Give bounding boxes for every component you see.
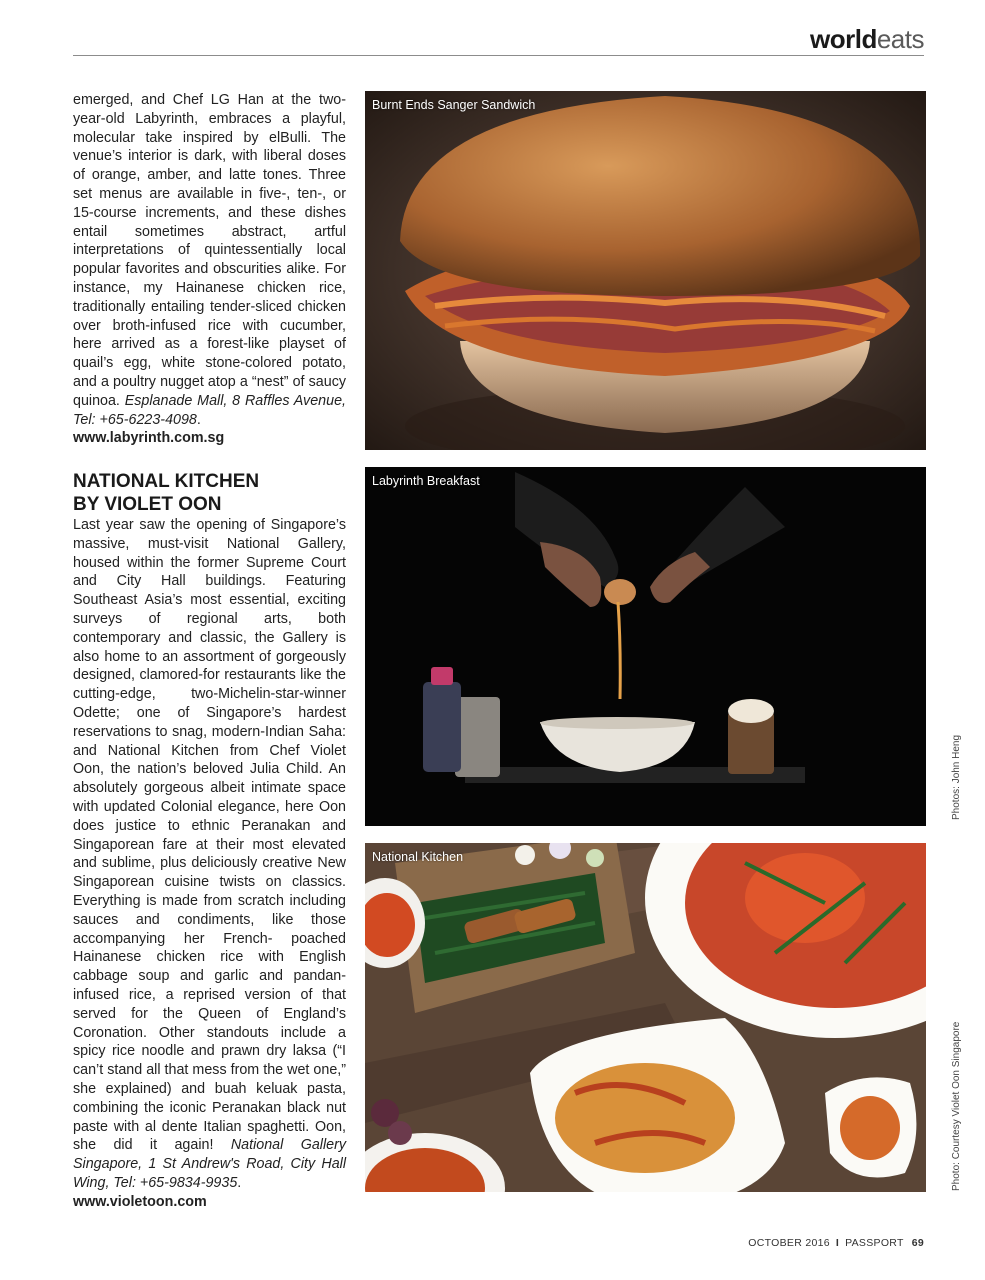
- footer-separator: I: [835, 1237, 840, 1249]
- photo-credit-1: Photos: John Heng: [951, 734, 962, 820]
- labyrinth-url[interactable]: www.labyrinth.com.sg: [73, 430, 225, 447]
- labyrinth-address: Esplanade Mall, 8 Raffles Avenue, Tel: +65-6223-4098: [73, 392, 346, 428]
- photo-credit-2: Photo: Courtesy Violet Oon Singapore: [951, 1021, 962, 1191]
- photo-burnt-ends-sandwich: [365, 91, 926, 450]
- dishes-photo-icon: [365, 843, 926, 1192]
- footer-magazine: PASSPORT: [845, 1237, 904, 1249]
- article-paragraph-1: emerged, and Chef LG Han at the two-year-old Labyrinth, embraces a playful, molecular take inspired by elBulli. The venue’s interior is dark, with liberal doses of orange, amber, and latte tones. Three set menus are available in five-, ten-, or 15-course increments, and these dishes entail sometimes abstract, artful interpretations of quintessentially local popular favorites and obscurities alike. For instance, my Hainanese chicken rice, traditionally entailing tender-sliced chicken over broth-infused rice with cucumber, here arrived as a forest-like playset of quail’s egg, white stone-colored potato, and a poultry nugget atop a “nest” of saucy quinoa. Esplanade Mall, 8 Raffles Avenue, Tel: +65-6223-4098. www.labyrinth.com.sg: [73, 92, 346, 447]
- article-column-1: [73, 91, 346, 448]
- burger-photo-icon: [365, 91, 926, 450]
- page-footer: [748, 1237, 924, 1249]
- photo-labyrinth-breakfast: [365, 467, 926, 826]
- photo-caption-3: National Kitchen: [372, 850, 464, 864]
- photo-national-kitchen: [365, 843, 926, 1192]
- section-header-light: eats: [876, 24, 924, 54]
- article-paragraph-2: Last year saw the opening of Singapore’s massive, must-visit National Gallery, housed within the former Supreme Court and City Hall buildings. Featuring Southeast Asia’s most essential, exciting surveys of regional arts, both contemporary and classic, the Gallery is also home to an assortment of gorgeously designed, clamored-for restaurants like the cutting-edge, two-Michelin-star-winner Odette; one of Singapore’s hardest reservations to snag, modern-Indian Saha: and National Kitchen from Chef Violet Oon, the nation’s beloved Julia Child. An absolutely gorgeous albeit intimate space with updated Colonial elegance, here Oon does justice to ethnic Peranakan and Singaporean fare at their most elevated and sublime, plus deliciously creative New Singaporean cuisine twists on classics. Everything is made from scratch including sauces and condiments, like those accompanying her French- poached Hainanese chicken rice with English cabbage soup and garlic and pandan-infused rice, a reprised version of that served for the Queen of England’s Coronation. Other standouts include a spicy rice noodle and prawn dry laksa (“I can’t stand all that mess from the wet one,” she explained) and buah keluak pasta, combining the iconic Peranakan black nut paste with al dente Italian spaghetti. Oon, she did it again! National Gallery Singapore, 1 St Andrew's Road, City Hall Wing, Tel: +65-9834-9935. www.violetoon.com: [73, 517, 346, 1210]
- article-heading: [73, 470, 346, 516]
- violetoon-url[interactable]: www.violetoon.com: [73, 1193, 207, 1210]
- paragraph-1-text: emerged, and Chef LG Han at the two-year-old Labyrinth, embraces a playful, molecular take inspired by elBulli. The venue’s interior is dark, with liberal doses of orange, amber, and latte tones. Three set menus are available in five-, ten-, or 15-course increments, and these dishes entail sometimes abstract, artful interpretations of quintessentially local popular favorites and obscurities alike. For instance, my Hainanese chicken rice, traditionally entailing tender-sliced chicken over broth-infused rice with cucumber, here arrived as a forest-like playset of quail’s egg, white stone-colored potato, and a poultry nugget atop a “nest” of saucy quinoa.: [73, 92, 346, 409]
- heading-line-2: BY VIOLET OON: [73, 494, 222, 515]
- photo-caption-1: Burnt Ends Sanger Sandwich: [372, 98, 536, 112]
- national-kitchen-address: National Gallery Singapore, 1 St Andrew's Road, City Hall Wing, Tel: +65-9834-9935: [73, 1137, 346, 1191]
- page-number: 69: [911, 1237, 924, 1249]
- breakfast-photo-icon: [365, 467, 926, 826]
- section-header: [810, 24, 924, 54]
- header-rule: [73, 55, 924, 56]
- article-column-2: [73, 516, 346, 1211]
- paragraph-2-text: Last year saw the opening of Singapore’s massive, must-visit National Gallery, housed within the former Supreme Court and City Hall buildings. Featuring Southeast Asia’s most essential, exciting surveys of regional arts, both contemporary and classic, the Gallery is also home to an assortment of gorgeously designed, clamored-for restaurants like the cutting-edge, two-Michelin-star-winner Odette; one of Singapore’s hardest reservations to snag, modern-Indian Saha: and National Kitchen from Chef Violet Oon, the nation’s beloved Julia Child. An absolutely gorgeous albeit intimate space with updated Colonial elegance, here Oon does justice to ethnic Peranakan and Singaporean fare at their most elevated and sublime, plus deliciously creative New Singaporean cuisine twists on classics. Everything is made from scratch including sauces and condiments, like those accompanying her French- poached Hainanese chicken rice with English cabbage soup and garlic and pandan-infused rice, a reprised version of that served for the Queen of England’s Coronation. Other standouts include a spicy rice noodle and prawn dry laksa (“I can’t stand all that mess from the wet one,” she explained) and buah keluak pasta, combining the iconic Peranakan black nut paste with al dente Italian spaghetti. Oon, she did it again!: [73, 517, 346, 1154]
- footer-date: OCTOBER 2016: [748, 1237, 830, 1249]
- photo-caption-2: Labyrinth Breakfast: [372, 474, 480, 488]
- section-header-bold: world: [810, 24, 877, 54]
- heading-line-1: NATIONAL KITCHEN: [73, 471, 260, 492]
